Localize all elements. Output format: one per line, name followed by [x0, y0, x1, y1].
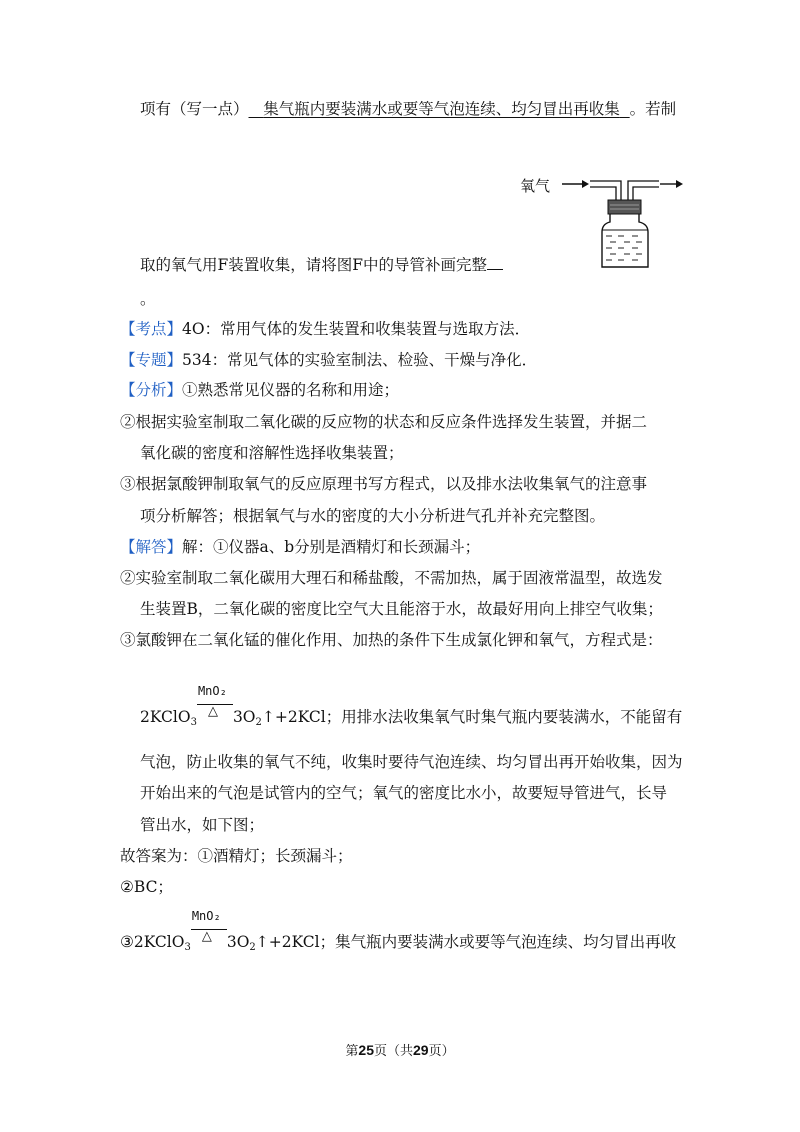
kaodian-text: 4O：常用气体的发生装置和收集装置与选取方法．	[182, 320, 531, 338]
text-l2: 取的氧气用F装置收集，请将图F中的导管补画完整	[140, 256, 488, 274]
answer-summary-head: 故答案为：①酒精灯；长颈漏斗；	[120, 847, 353, 865]
reaction-condition: MnO₂ △	[197, 702, 233, 722]
oxygen-label: 氧气	[520, 177, 551, 195]
zhuanti-tag: 【专题】	[120, 351, 183, 369]
gas-collection-bottle-figure	[520, 170, 690, 275]
answer-line-3	[140, 289, 156, 309]
page-footer: 第25页（共29页）	[345, 1042, 455, 1058]
jieda-3a: ③氯酸钾在二氧化锰的催化作用、加热的条件下生成氯化钾和氧气，方程式是：	[120, 631, 663, 649]
text-prefix: 项有（写一点）	[140, 100, 249, 118]
fenxi-2a: ②根据实验室制取二氧化碳的反应物的状态和反应条件选择发生装置，并据二	[120, 413, 648, 431]
answer-line-1	[140, 99, 676, 119]
fenxi-text: ①熟悉常见仪器的名称和用途；	[182, 381, 400, 399]
jieda-3d: 开始出来的气泡是试管内的空气；氧气的密度比水小，故要短导管进气，长导	[140, 784, 668, 802]
answer-line-2	[140, 255, 503, 275]
fenxi-line	[120, 380, 399, 400]
answer-blank	[487, 255, 503, 270]
jieda-2a: ②实验室制取二氧化碳用大理石和稀盐酸，不需加热，属于固液常温型，故选发	[120, 569, 663, 587]
fenxi-3a: ③根据氯酸钾制取氧气的反应原理书写方程式，以及排水法收集氧气的注意事	[120, 475, 648, 493]
total-pages: 29	[413, 1042, 429, 1058]
zhuanti-line	[120, 350, 537, 370]
jieda-line	[120, 537, 480, 557]
underlined-answer: 集气瓶内要装满水或要等气泡连续、均匀冒出再收集	[263, 100, 620, 118]
period: 。	[140, 290, 156, 308]
equation-line-1: 2KClO$_3$ MnO₂ △ $3O_2↑+2KCl$；用排水法收集氧气时集气瓶内要装满水，不能留有	[140, 684, 683, 728]
jieda-text: 解：①仪器a、b分别是酒精灯和长颈漏斗；	[182, 538, 481, 556]
equation-line-2: ③2KClO$_3$ MnO₂ △ $3O_2↑+2KCl$；集气瓶内要装满水或要等气泡连续、均匀冒出再收	[120, 909, 677, 953]
kaodian-tag: 【考点】	[120, 320, 183, 338]
zhuanti-text: 534：常见气体的实验室制法、检验、干燥与净化．	[182, 351, 538, 369]
current-page: 25	[358, 1042, 374, 1058]
text-suffix: 。若制	[629, 100, 677, 118]
jieda-3c: 气泡，防止收集的氧气不纯，收集时要待气泡连续、均匀冒出再开始收集，因为	[140, 753, 683, 771]
jieda-3e: 管出水，如下图；	[140, 816, 265, 834]
reaction-condition-2: MnO₂ △	[191, 927, 227, 947]
jieda-2b: 生装置B，二氧化碳的密度比空气大且能溶于水，故最好用向上排空气收集；	[140, 600, 663, 618]
fenxi-tag: 【分析】	[120, 381, 183, 399]
fenxi-3b: 项分析解答；根据氧气与水的密度的大小分析进气孔并补充完整图。	[140, 507, 606, 525]
jieda-tag: 【解答】	[120, 538, 183, 556]
kaodian-line	[120, 319, 530, 339]
answer-summary-2: ②BC；	[120, 878, 173, 896]
fenxi-2b: 氧化碳的密度和溶解性选择收集装置；	[140, 444, 404, 462]
